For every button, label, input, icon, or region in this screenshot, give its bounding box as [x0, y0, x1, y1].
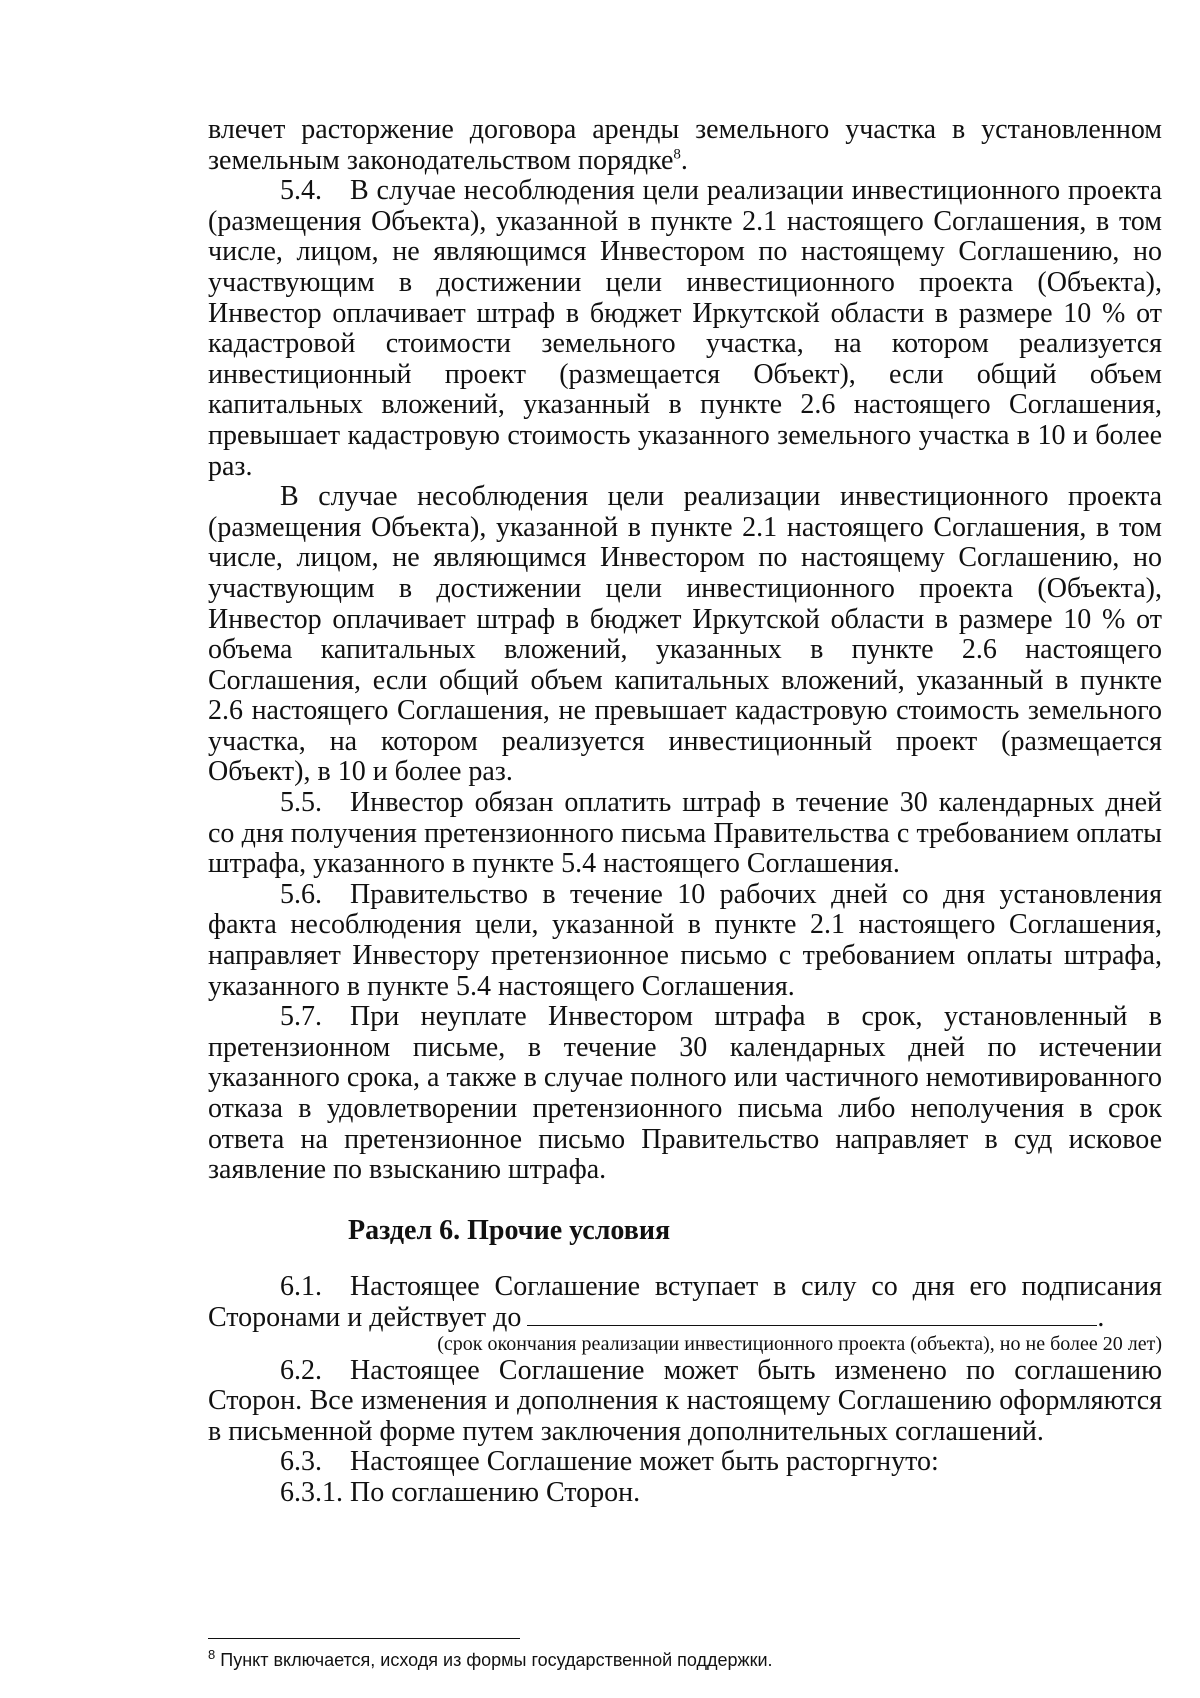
paragraph-6-3: 6.3. Настоящее Соглашение может быть расторгнуто:	[280, 1446, 939, 1478]
footnote-mark: 8	[208, 1647, 216, 1662]
clause-number: 6.2.	[280, 1354, 322, 1386]
clause-number: 5.6.	[280, 878, 322, 910]
paragraph-5-7: 5.7. При неуплате Инвестором штрафа в срок, установленный в претензионном письме, в течение 30 календарных дней по истечении указанного срока, а также в случае полного или частичного немотивированного отказа в удовлетворении претензионного письма либо неполучения в срок ответа на претензионное письмо Правительство направляет в суд исковое заявление по взысканию штрафа.	[208, 1001, 1162, 1186]
clause-number: 6.1.	[280, 1271, 322, 1303]
clause-number: 5.5.	[280, 787, 322, 819]
term-blank-hint: (срок окончания реализации инвестиционного проекта (объекта), но не более 20 лет)	[437, 1332, 1162, 1355]
paragraph-5-4-second: В случае несоблюдения цели реализации инвестиционного проекта (размещения Объекта), указанной в пункте 2.1 настоящего Соглашения, в том числе, лицом, не являющимся Инвестором по настоящему Соглашению, но участвующим в достижении цели инвестиционного проекта (Объекта), Инвестор оплачивает штраф в бюджет Иркутской области в размере 10 % от объема капитальных вложений, указанных в пункте 2.6 настоящего Соглашения, если общий объем капитальных вложений, указанный в пункте 2.6 настоящего Соглашения, не превышает кадастровую стоимость земельного участка, на котором реализуется инвестиционный проект (размещается Объект), в 10 и более раз.	[208, 481, 1162, 788]
paragraph-6-1: 6.1. Настоящее Соглашение вступает в силу со дня его подписания Сторонами и действует до .	[208, 1271, 1162, 1333]
footnote	[208, 1648, 1108, 1672]
footnote-reference: 8	[673, 146, 681, 163]
document-body	[208, 115, 1162, 1509]
term-blank-line	[527, 1303, 1097, 1326]
paragraph-6-2: 6.2. Настоящее Соглашение может быть изменено по соглашению Сторон. Все изменения и дополнения к настоящему Соглашению оформляются в письменной форме путем заключения дополнительных соглашений.	[208, 1354, 1162, 1447]
paragraph-5-3-continuation: влечет расторжение договора аренды земельного участка в установленном земельным законодательством порядке$^8$.	[208, 114, 1162, 176]
footnote-text: Пункт включается, исходя из формы государственной поддержки.	[220, 1650, 773, 1670]
paragraph-6-3-1: 6.3.1. По соглашению Сторон.	[280, 1476, 641, 1508]
footnote-separator	[208, 1638, 520, 1639]
paragraph-5-4: 5.4. В случае несоблюдения цели реализации инвестиционного проекта (размещения Объекта), указанной в пункте 2.1 настоящего Соглашения, в том числе, лицом, не являющимся Инвестором по настоящему Соглашению, но участвующим в достижении цели инвестиционного проекта (Объекта), Инвестор оплачивает штраф в бюджет Иркутской области в размере 10 % от кадастровой стоимости земельного участка, на котором реализуется инвестиционный проект (размещается Объект), если общий объем капитальных вложений, указанный в пункте 2.6 настоящего Соглашения, превышает кадастровую стоимость указанного земельного участка в 10 и более раз.	[208, 175, 1162, 482]
clause-number: 6.3.	[280, 1446, 322, 1478]
clause-number: 5.4.	[280, 175, 322, 207]
paragraph-5-6: 5.6. Правительство в течение 10 рабочих дней со дня установления факта несоблюдения цели, указанной в пункте 2.1 настоящего Соглашения, направляет Инвестору претензионное письмо с требованием оплаты штрафа, указанного в пункте 5.4 настоящего Соглашения.	[208, 878, 1162, 1002]
paragraph-5-5: 5.5. Инвестор обязан оплатить штраф в течение 30 календарных дней со дня получения претензионного письма Правительства с требованием оплаты штрафа, указанного в пункте 5.4 настоящего Соглашения.	[208, 787, 1162, 880]
section-6-heading: Раздел 6. Прочие условия	[348, 1214, 671, 1246]
clause-number: 5.7.	[280, 1001, 322, 1033]
clause-number: 6.3.1.	[280, 1476, 343, 1508]
